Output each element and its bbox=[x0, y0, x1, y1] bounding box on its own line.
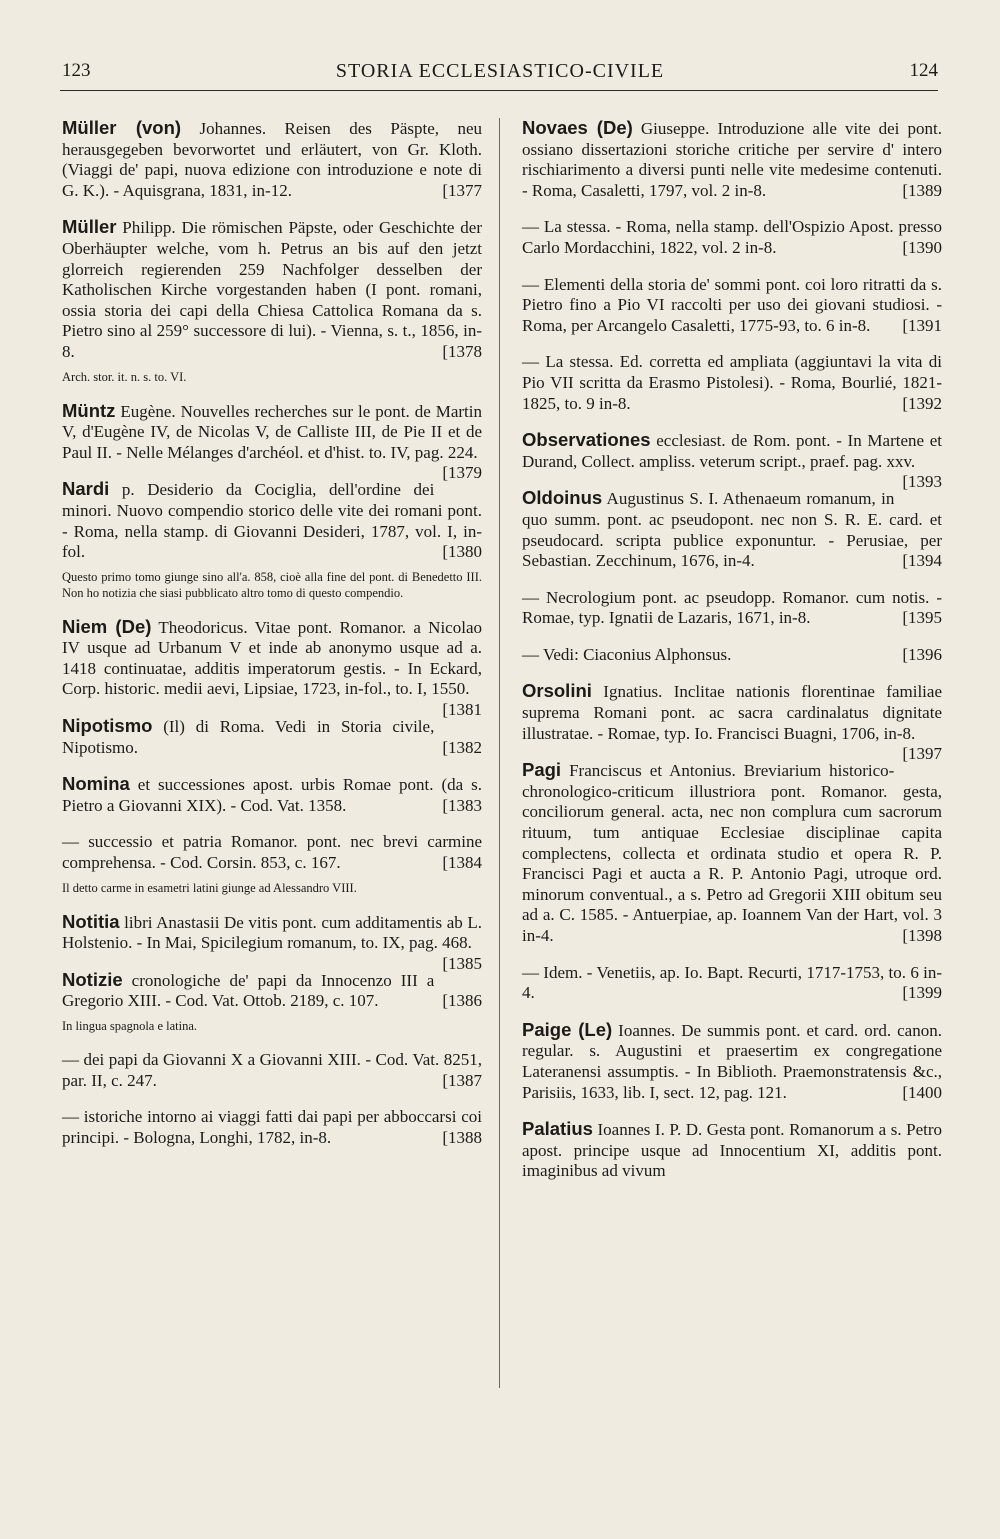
column-divider bbox=[499, 118, 500, 1388]
entry-text: et successiones apost. urbis Romae pont. (da s. Pietro a Giovanni XIX). - Cod. Vat. 1358. bbox=[62, 775, 482, 815]
entry-number: [1390 bbox=[902, 237, 942, 257]
entry-text: — istoriche intorno ai viaggi fatti dai papi per abboccarsi coi principi. - Bologna, Longhi, 1782, in-8. bbox=[62, 1107, 482, 1147]
entry-number: [1394 bbox=[902, 551, 942, 571]
entry-number: [1399 bbox=[902, 983, 942, 1003]
bibliography-entry bbox=[62, 217, 482, 384]
entry-heading: Müller (von) bbox=[62, 117, 182, 138]
entry-number: [1392 bbox=[902, 393, 942, 413]
page-number-right: 124 bbox=[909, 60, 938, 81]
entry-heading: Müller bbox=[62, 216, 117, 238]
entry-number: [1378 bbox=[442, 341, 482, 361]
entry-number: [1380 bbox=[442, 542, 482, 562]
entry-text: Johannes. Reisen des Päspte, neu herausgegeben bevorwortet und erläutert, von Gr. Kloth. (Viaggi de' papi, nuova edizione con introduzione e note di G. K.). - Aquisgrana, 1831, in-12. bbox=[62, 119, 482, 200]
entry-text: Franciscus et Antonius. Breviarium historico-chronologico-criticum illustriora pont. Romanor. gesta, conciliorum general. acta, nec non complura cum sacrorum rituum, tum antiquae Ecclesiae disciplinae capita complectens, collecta et ordinata studio et opera R. P. Francisci Pagi et aucta a R. P. Antonio Pagi, utroque ord. minorum conventual., a s. Petro ad Gregorii XIII obitum seu ad a. C. 1585. - Antuerpiae, ap. Ioannem Van der Hart, vol. 3 in-4. bbox=[522, 761, 942, 945]
entry-text: Ioannes. De summis pont. et card. ord. canon. regular. s. Augustini et praesertim ex congregatione Lateranensi assumptis. - In Biblioth. Praemonstratensis &c., Parisiis, 1633, lib. I, sect. 12, pag. 121. bbox=[522, 1020, 942, 1102]
entry-number: [1391 bbox=[902, 315, 942, 335]
entry-heading: Paige (Le) bbox=[522, 1018, 613, 1040]
entry-heading: Oldoinus bbox=[522, 487, 603, 509]
entry-note: Questo primo tomo giunge sino all'a. 858, cioè alla fine del pont. di Benedetto III. Non ho notizia che siasi pubblicato altro tomo di questo compendio. bbox=[62, 569, 482, 600]
bibliography-entry bbox=[522, 760, 942, 946]
bibliography-entry bbox=[522, 118, 942, 201]
entry-heading: Observationes bbox=[522, 429, 651, 451]
entry-text: p. Desiderio da Cociglia, dell'ordine dei minori. Nuovo compendio storico delle vite dei romani pont. - Roma, nella stamp. di Giovanni Desideri, 1787, vol. I, in-fol. bbox=[62, 480, 482, 562]
entry-text: Ignatius. Inclitae nationis florentinae familiae suprema Romani pont. ac sacra cardinalatus dignitate illustratae. - Romae, typ. Io. Francisci Buagni, 1706, in-8. bbox=[522, 682, 942, 743]
entry-text: libri Anastasii De vitis pont. cum additamentis ab L. Holstenio. - In Mai, Spicilegium romanum, to. IX, pag. 468. bbox=[62, 912, 482, 953]
bibliography-entry bbox=[62, 479, 482, 600]
entry-heading: Nardi bbox=[62, 478, 110, 500]
bibliography-entry bbox=[62, 970, 482, 1034]
entry-text: — Necrologium pont. ac pseudopp. Romanor. cum notis. - Romae, typ. Ignatii de Lazaris, 1671, in-8. bbox=[522, 587, 942, 628]
entry-heading: Palatius bbox=[522, 1118, 593, 1140]
entry-heading: Notitia bbox=[62, 910, 120, 932]
bibliography-entry bbox=[522, 645, 942, 666]
bibliography-entry bbox=[522, 1119, 942, 1182]
bibliography-entry bbox=[62, 615, 482, 720]
entry-text: ecclesiast. de Rom. pont. - In Martene et Durand, Collect. ampliss. veterum script., praef. pag. xxv. bbox=[522, 431, 942, 471]
entry-note: Arch. stor. it. n. s. to. VI. bbox=[62, 369, 187, 384]
entry-number: [1397 bbox=[902, 744, 942, 764]
entry-text: Theodoricus. Vitae pont. Romanor. a Nicolao IV usque ad Urbanum V et inde ab anonymo usque ad a. 1418 continuatae, additis imperatorum gestis. - In Eckard, Corp. historic. medii aevi, Lipsiae, 1723, in-fol., to. I, 1550. bbox=[62, 617, 482, 699]
entry-number: [1389 bbox=[902, 180, 942, 200]
bibliography-entry bbox=[62, 774, 482, 816]
entry-note: In lingua spagnola e latina. bbox=[62, 1019, 198, 1033]
entry-number: [1381 bbox=[442, 700, 482, 720]
page-number-left: 123 bbox=[62, 60, 91, 81]
running-title: STORIA ECCLESIASTICO-CIVILE bbox=[335, 60, 665, 82]
entry-text: Giuseppe. Introduzione alle vite dei pont. ossiano dissertazioni storiche critiche per servire d' intero rischiarimento a diversi punti nelle vite medesime contenuti. - Roma, Casaletti, 1797, vol. 2 in-8. bbox=[522, 119, 942, 200]
entry-text: — Elementi della storia de' sommi pont. coi loro ritratti da s. Pietro fino a Pio VI raccolti per uso dei giovani studiosi. - Roma, per Arcangelo Casaletti, 1775-93, to. 6 in-8. bbox=[522, 274, 942, 335]
bibliography-entry bbox=[62, 1107, 482, 1148]
entry-number: [1383 bbox=[442, 795, 482, 815]
entry-number: [1385 bbox=[442, 953, 482, 973]
entry-number: [1395 bbox=[902, 608, 942, 628]
bibliography-entry bbox=[62, 118, 482, 201]
bibliography-entry bbox=[522, 963, 942, 1004]
entry-text: Eugène. Nouvelles recherches sur le pont. de Martin V, d'Eugène IV, de Nicolas V, de Calliste III, de Pie II et de Paul II. - Nelle Mélanges d'archéol. et d'hist. to. IV, pag. 224. bbox=[62, 401, 482, 462]
entry-note: Il detto carme in esametri latini giunge ad Alessandro VIII. bbox=[62, 880, 357, 895]
entry-text: Philipp. Die römischen Päpste, oder Geschichte der Oberhäupter welche, vom h. Petrus an bis auf den jetzt glorreich regierenden 259 Nachfolger desselben der Katholischen Kirche vorgestanden haben (I pont. romani, ossia storia dei capi della Chiesa Cattolica Romana da s. Pietro sino al 259° successore di lui). - Vienna, s. t., 1856, in-8. bbox=[62, 218, 482, 361]
bibliography-entry bbox=[522, 1020, 942, 1103]
entry-heading: Orsolini bbox=[522, 680, 592, 702]
entry-heading: Nipotismo bbox=[62, 715, 153, 737]
bibliography-entry bbox=[62, 399, 482, 483]
bibliography-entry bbox=[62, 716, 482, 758]
entry-text: — Vedi: Ciaconius Alphonsus. bbox=[522, 644, 732, 664]
entry-text: Augustinus S. I. Athenaeum romanum, in quo summ. pont. ac pseudopont. nec non S. R. E. card. et pseudocard. scripta publice exponuntur. - Perusiae, per Sebastian. Zecchinum, 1676, in-4. bbox=[522, 489, 942, 571]
entry-number: [1396 bbox=[902, 644, 942, 664]
entry-number: [1384 bbox=[442, 853, 482, 873]
entry-number: [1387 bbox=[442, 1070, 482, 1090]
entry-number: [1377 bbox=[442, 180, 482, 200]
entry-text: Ioannes I. P. D. Gesta pont. Romanorum a s. Petro apost. principe usque ad Innocentium XI, additis pont. imaginibus ad vivum bbox=[522, 1120, 942, 1181]
entry-text: — La stessa. Ed. corretta ed ampliata (aggiuntavi la vita di Pio VII scritta da Erasmo Pistolesi). - Roma, Bourlié, 1821-1825, to. 9 in-8. bbox=[522, 352, 942, 413]
bibliography-entry bbox=[522, 680, 942, 764]
entry-number: [1393 bbox=[902, 472, 942, 492]
header-rule bbox=[60, 90, 938, 91]
bibliography-entry bbox=[522, 588, 942, 629]
entry-number: [1398 bbox=[902, 926, 942, 945]
entry-number: [1386 bbox=[442, 991, 482, 1011]
entry-number: [1382 bbox=[442, 737, 482, 757]
bibliography-entry bbox=[522, 275, 942, 337]
bibliography-entry bbox=[62, 910, 482, 973]
entry-text: cronologiche de' papi da Innocenzo III a Gregorio XIII. - Cod. Vat. Ottob. 2189, c. 107. bbox=[62, 970, 435, 1011]
bibliography-entry bbox=[522, 488, 942, 571]
entry-heading: Notizie bbox=[62, 968, 123, 990]
entry-number: [1388 bbox=[442, 1127, 482, 1147]
right-column bbox=[522, 118, 942, 1198]
bibliography-entry bbox=[62, 1050, 482, 1091]
entry-text: (Il) di Roma. Vedi in Storia civile, Nipotismo. bbox=[62, 717, 435, 757]
entry-text: — successio et patria Romanor. pont. nec brevi carmine comprehensa. - Cod. Corsin. 853, c. 167. bbox=[62, 832, 482, 873]
entry-text: — dei papi da Giovanni X a Giovanni XIII. - Cod. Vat. 8251, par. II, c. 247. bbox=[62, 1050, 482, 1090]
entry-heading: Novaes (De) bbox=[522, 117, 633, 138]
entry-heading: Niem (De) bbox=[62, 615, 152, 637]
left-column bbox=[62, 118, 482, 1164]
entry-number: [1379 bbox=[442, 463, 482, 483]
entry-heading: Müntz bbox=[62, 399, 116, 421]
entry-text: — Idem. - Venetiis, ap. Io. Bapt. Recurti, 1717-1753, to. 6 in-4. bbox=[522, 962, 942, 1003]
entry-text: — La stessa. - Roma, nella stamp. dell'Ospizio Apost. presso Carlo Mordacchini, 1822, vol. 2 in-8. bbox=[522, 217, 942, 257]
bibliography-entry bbox=[522, 429, 942, 492]
bibliography-entry bbox=[522, 217, 942, 258]
bibliography-entry bbox=[62, 832, 482, 895]
entry-heading: Pagi bbox=[522, 759, 562, 781]
entry-heading: Nomina bbox=[62, 773, 130, 795]
bibliography-entry bbox=[522, 352, 942, 414]
entry-number: [1400 bbox=[902, 1082, 942, 1102]
